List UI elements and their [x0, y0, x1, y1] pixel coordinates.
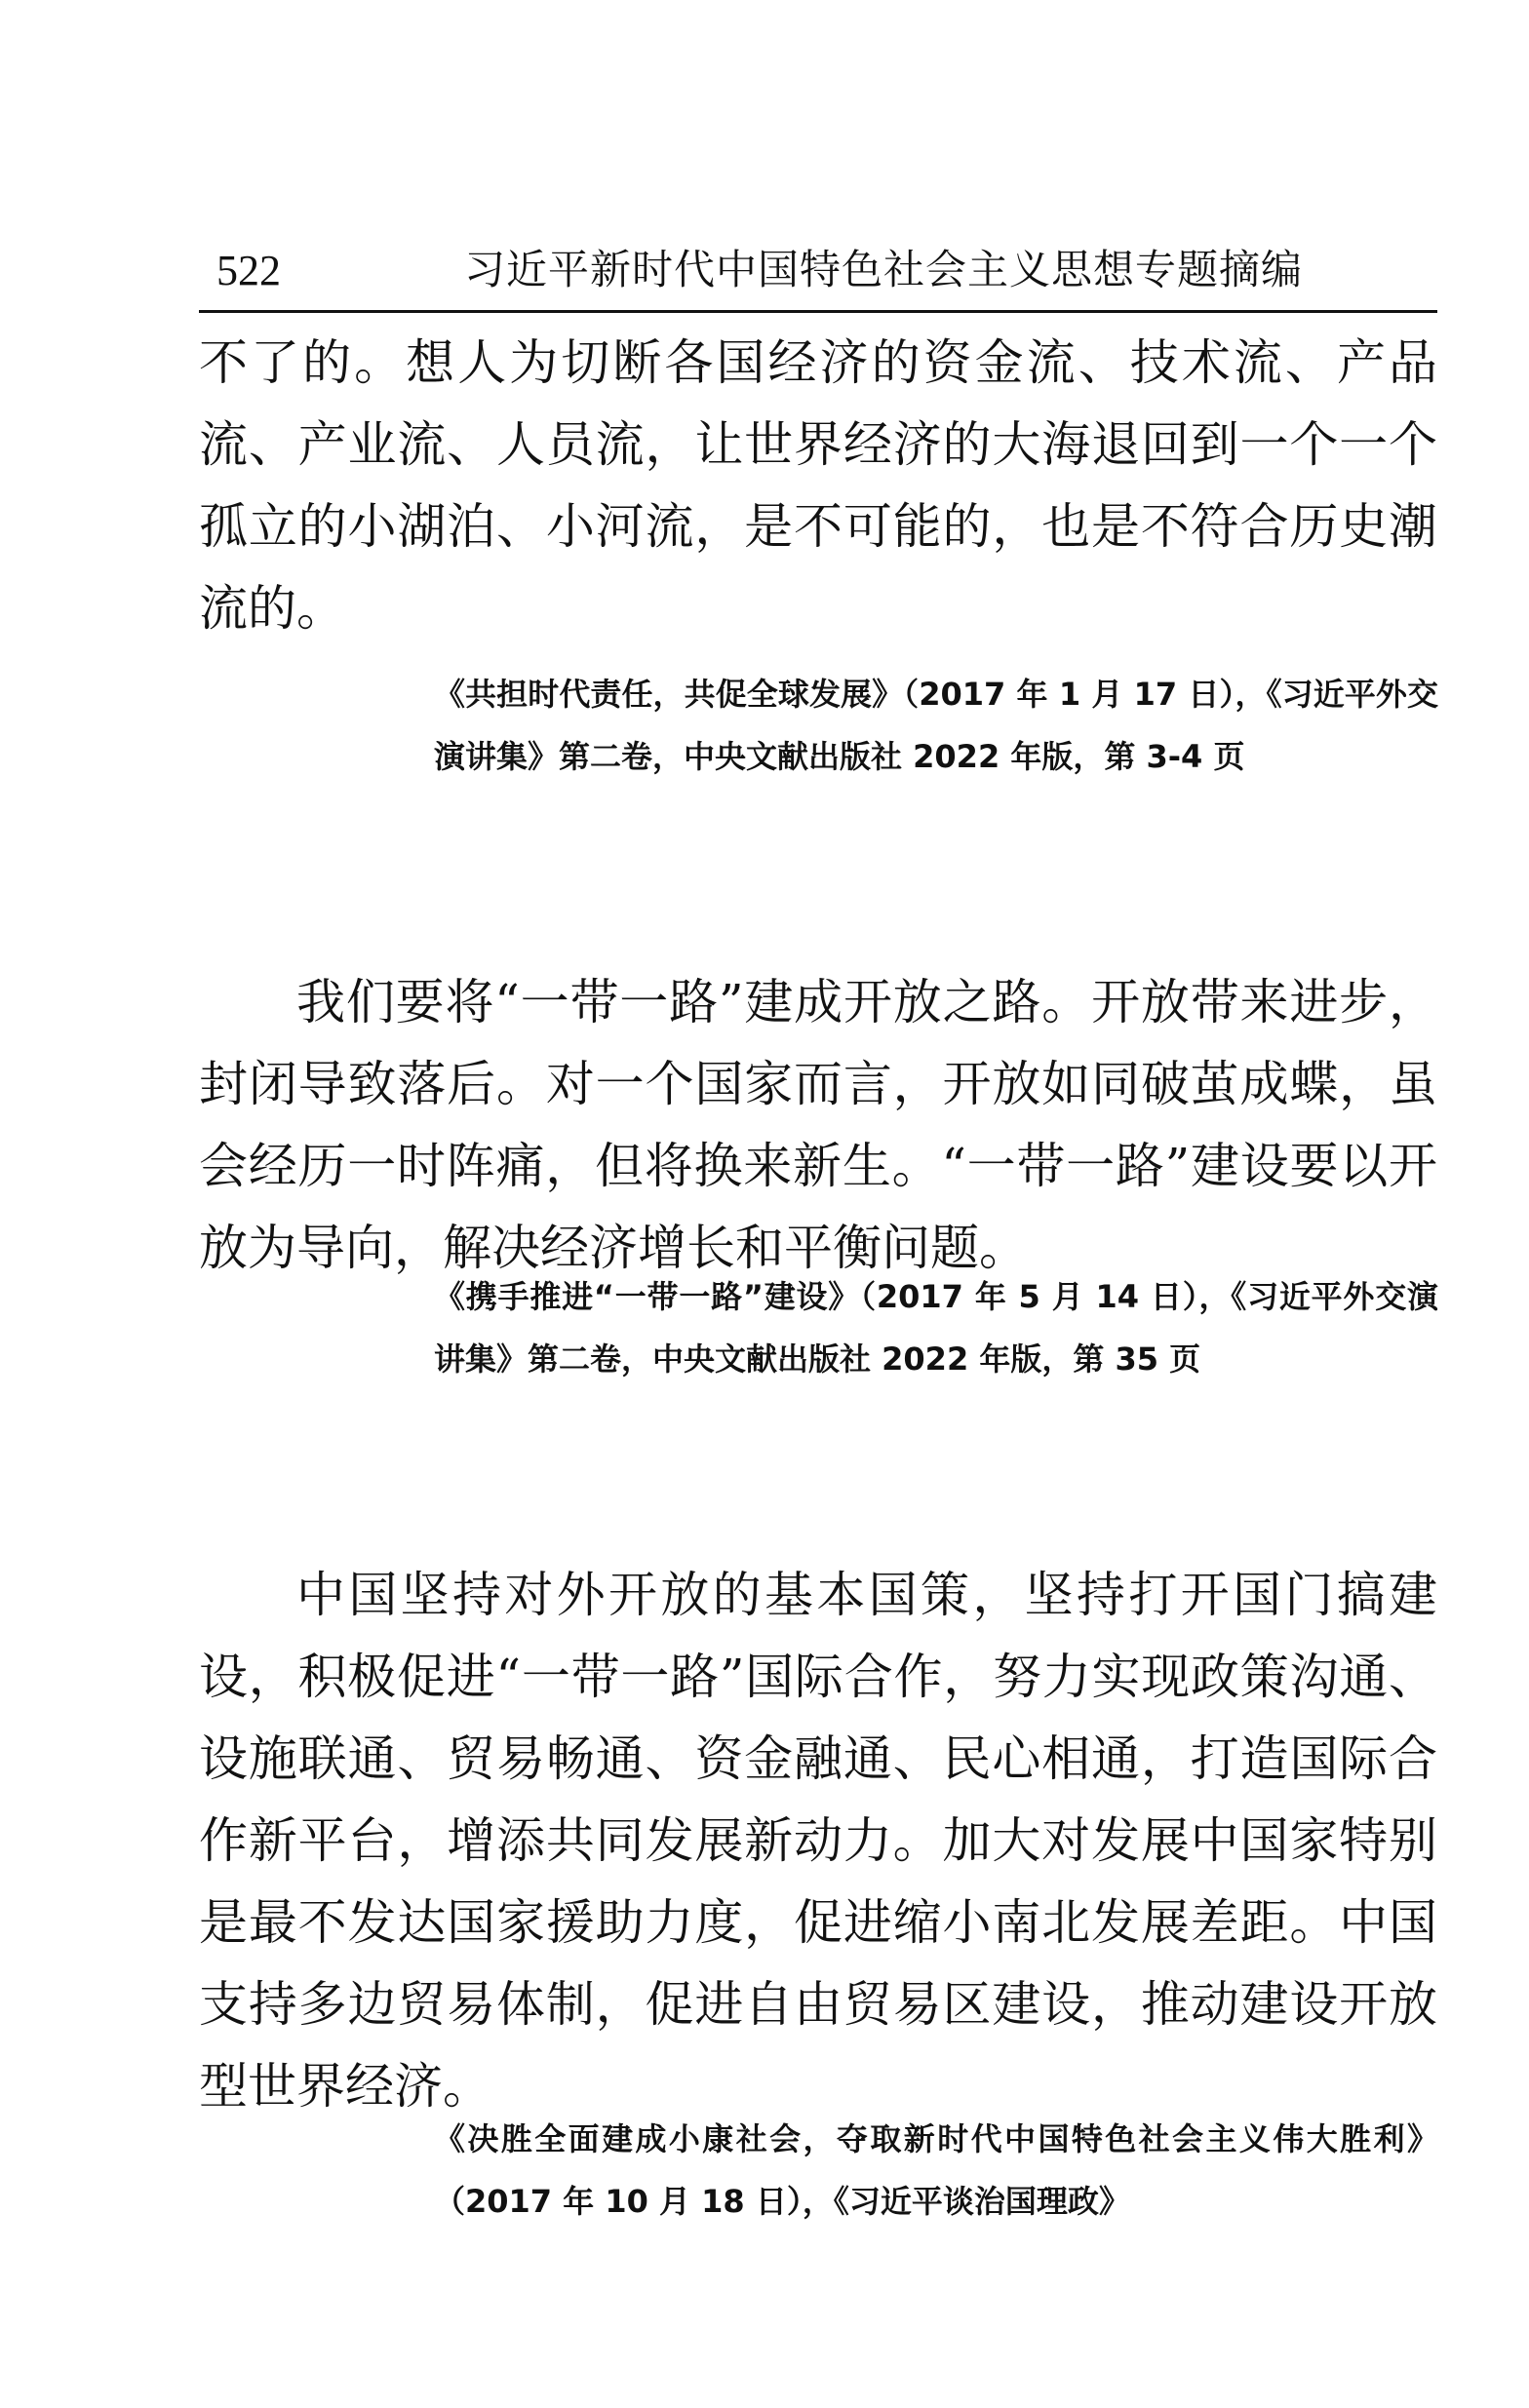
page-header [199, 242, 1437, 310]
header-rule [199, 310, 1437, 313]
running-title: 习近平新时代中国特色社会主义思想专题摘编 [464, 246, 1304, 293]
passage-2-text: 我们要将“一带一路”建成开放之路。开放带来进步，封闭导致落后。对一个国家而言，开放如同破茧成蝶，虽会经历一时阵痛，但将换来新生。“一带一路”建设要以开放为导向，解决经济增长和平衡问题。 [199, 974, 1437, 1276]
passage-2-source: 《携手推进“一带一路”建设》（2017 年 5 月 14 日），《习近平外交演讲集》第二卷，中央文献出版社 2022 年版，第 35 页 [434, 1278, 1438, 1378]
page-number: 522 [216, 247, 281, 294]
passage-3-source: 《决胜全面建成小康社会，夺取新时代中国特色社会主义伟大胜利》（2017 年 10 月 18 日），《习近平谈治国理政》 [434, 2120, 1438, 2220]
passage-3-text: 中国坚持对外开放的基本国策，坚持打开国门搞建设，积极促进“一带一路”国际合作，努力实现政策沟通、设施联通、贸易畅通、资金融通、民心相通，打造国际合作新平台，增添共同发展新动力。加大对发展中国家特别是最不发达国家援助力度，促进缩小南北发展差距。中国支持多边贸易体制，促进自由贸易区建设，推动建设开放型世界经济。 [199, 1567, 1437, 2115]
passage-1-text: 不了的。想人为切断各国经济的资金流、技术流、产品流、产业流、人员流，让世界经济的大海退回到一个一个孤立的小湖泊、小河流，是不可能的，也是不符合历史潮流的。 [199, 334, 1437, 637]
passage-1-source: 《共担时代责任，共促全球发展》（2017 年 1 月 17 日），《习近平外交演讲集》第二卷，中央文献出版社 2022 年版，第 3-4 页 [434, 676, 1438, 775]
